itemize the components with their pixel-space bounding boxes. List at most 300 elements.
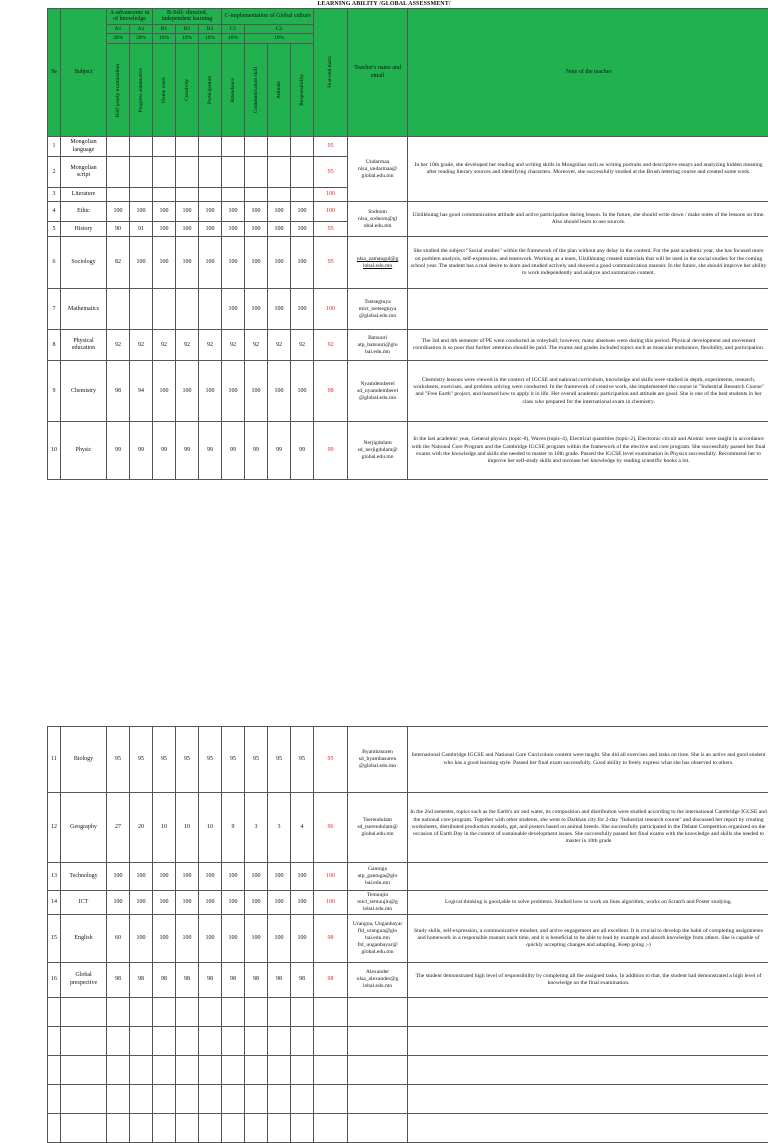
empty-cell [348,1055,408,1084]
code-b3: B3 [199,24,222,34]
empty-cell [48,1055,61,1084]
score-cell: 92 [153,330,176,361]
subject-name: Technology [61,863,107,891]
score-cell: 27 [107,793,130,863]
table-row [48,793,768,863]
score-cell: 100 [199,237,222,289]
score-cell: 98 [245,962,268,997]
subject-name: Mongolian language [61,137,107,157]
empty-cell [348,1026,408,1055]
score-cell [268,137,291,157]
score-cell: 100 [222,289,245,330]
teacher-contact: Tserendulam sd_tserendulam@ global.edu.mn [348,793,408,863]
score-cell: 98 [291,962,314,997]
teacher-contact: Nerjigdulam sd_nerjigdulam@ global.edu.mn [348,422,408,480]
score-cell: 100 [130,202,153,222]
criteria-header-label: Half yearly examination [115,64,122,117]
criteria-header-label: Responsibility [299,74,306,106]
empty-cell [199,1113,222,1142]
empty-cell [153,1113,176,1142]
score-cell: 100 [245,891,268,915]
score-cell: 100 [176,222,199,237]
empty-cell [130,1084,153,1113]
row-number: 5 [48,222,61,237]
score-cell: 98 [153,962,176,997]
score-cell: 100 [153,202,176,222]
score-cell: 100 [176,863,199,891]
score-cell: 100 [222,237,245,289]
weight-a1: 30% [107,34,130,44]
year-end-mark: 98 [314,361,348,422]
score-cell: 95 [153,727,176,793]
score-cell: 100 [130,863,153,891]
criteria-header-wrap [270,45,288,135]
empty-cell [245,1113,268,1142]
empty-cell [107,1113,130,1142]
year-end-mark: 95 [314,222,348,237]
criteria-header [199,44,222,137]
empty-cell [61,1113,107,1142]
empty-cell [107,997,130,1026]
year-end-mark: 100 [314,202,348,222]
empty-cell [48,1113,61,1142]
score-cell: 95 [222,727,245,793]
empty-cell [153,1055,176,1084]
teacher-contact: Batsuuri atp_batsuuri@glo bal.edu.mn [348,330,408,361]
header-no: № [48,9,61,137]
row-number: 10 [48,422,61,480]
empty-cell [291,1055,314,1084]
subject-name: Geography [61,793,107,863]
score-cell: 100 [222,863,245,891]
score-cell: 100 [176,891,199,915]
empty-cell [314,1113,348,1142]
empty-cell [245,997,268,1026]
score-cell: 100 [199,222,222,237]
score-cell: 100 [291,222,314,237]
score-cell [291,188,314,202]
score-cell [130,289,153,330]
score-cell: 98 [107,361,130,422]
criteria-header-wrap [247,45,265,135]
header-teacher: Teacher's name and email [348,9,408,137]
score-cell: 92 [199,330,222,361]
empty-cell [199,1026,222,1055]
score-cell: 100 [176,361,199,422]
score-cell: 92 [176,330,199,361]
empty-cell [48,1084,61,1113]
table-row [48,962,768,997]
score-cell: 100 [291,289,314,330]
score-cell [176,137,199,157]
empty-row [48,1055,768,1084]
empty-cell [245,1084,268,1113]
year-end-mark: 100 [314,863,348,891]
subject-name: Mathematics [61,289,107,330]
score-cell: 92 [245,330,268,361]
table-row [48,330,768,361]
score-cell: 100 [199,202,222,222]
empty-cell [222,1084,245,1113]
score-cell: 100 [291,202,314,222]
empty-cell [408,1026,768,1055]
score-cell: 100 [268,222,291,237]
empty-cell [291,1026,314,1055]
score-cell: 100 [176,202,199,222]
score-cell [107,188,130,202]
row-number: 7 [48,289,61,330]
code-b1: B1 [153,24,176,34]
score-cell: 99 [107,422,130,480]
criteria-header-wrap [293,45,311,135]
score-cell: 100 [153,914,176,962]
score-cell: 92 [291,330,314,361]
score-cell [245,188,268,202]
table-row [48,727,768,793]
score-cell: 9 [222,793,245,863]
score-cell [107,289,130,330]
score-cell: 100 [222,891,245,915]
teacher-note: Study skills, self-expression, a communicative mindset, and active engagement are all excellent. It is crucial to develop the habit of completing assignments and homework in a responsible manner each time, and it is beneficial to be able to lead by example and absorb knowledge from others. She is capable of quickly accepting changes and adapting. Keep going ;-) [408,914,768,962]
criteria-header-label: Creativity [184,79,191,101]
empty-row [48,1084,768,1113]
header-group-a: A-advanceme nt of knowledge [107,9,153,25]
row-number: 16 [48,962,61,997]
score-cell: 98 [268,962,291,997]
empty-cell [176,1026,199,1055]
criteria-header-label: Communication skill [253,67,260,113]
empty-cell [48,997,61,1026]
score-cell: 100 [107,863,130,891]
score-cell: 100 [222,361,245,422]
weight-b3: 10% [199,34,222,44]
criteria-header [222,44,245,137]
criteria-header [245,44,268,137]
subject-name: Global prespective [61,962,107,997]
score-cell: 100 [176,237,199,289]
score-cell: 95 [107,727,130,793]
weight-c2: 10% [245,34,314,44]
score-cell [222,188,245,202]
empty-cell [222,997,245,1026]
empty-cell [314,997,348,1026]
score-cell: 100 [222,914,245,962]
empty-cell [61,997,107,1026]
subject-name: Biology [61,727,107,793]
teacher-note: The student demonstrated high level of responsibility by completing all the assigned tasks. In addition to that, the student had demonstrated a high level of knowledge on the final examination. [408,962,768,997]
score-cell: 100 [268,361,291,422]
teacher-contact: Byambasuren sd_byambasuren @global.edu.mn [348,727,408,793]
score-cell [245,137,268,157]
score-cell: 100 [153,891,176,915]
empty-cell [268,1084,291,1113]
score-cell: 99 [176,422,199,480]
table-row [48,137,768,157]
criteria-header-label: Progress summative [138,68,145,112]
score-cell [107,137,130,157]
score-cell [153,188,176,202]
empty-cell [107,1084,130,1113]
score-cell: 98 [176,962,199,997]
empty-cell [176,1113,199,1142]
score-cell: 98 [130,962,153,997]
score-cell: 95 [245,727,268,793]
subject-name: Ethic [61,202,107,222]
subject-name: History [61,222,107,237]
criteria-header [268,44,291,137]
empty-cell [245,1055,268,1084]
table-row [48,891,768,915]
score-cell: 100 [291,361,314,422]
score-cell: 100 [153,222,176,237]
criteria-header [153,44,176,137]
subject-name: Physic [61,422,107,480]
score-cell [107,157,130,188]
score-cell: 100 [245,289,268,330]
empty-cell [408,1113,768,1142]
header-group-c: C-implementation of Global culture [222,9,314,25]
score-cell: 90 [107,222,130,237]
score-cell: 99 [222,422,245,480]
empty-cell [348,997,408,1026]
grades-table-part-1 [47,8,768,480]
score-cell: 3 [245,793,268,863]
criteria-header-wrap [155,45,173,135]
teacher-note: Logical thinking is good,able to solve problems. Studied how to work on lines algorithm, works on Scratch and Poster studying. [408,891,768,915]
empty-cell [408,1084,768,1113]
row-number: 2 [48,157,61,188]
score-cell: 100 [153,863,176,891]
row-number: 1 [48,137,61,157]
empty-cell [199,1055,222,1084]
score-cell: 82 [107,237,130,289]
empty-cell [245,1026,268,1055]
table-row [48,863,768,891]
score-cell: 100 [245,237,268,289]
score-cell: 100 [291,237,314,289]
empty-cell [153,1026,176,1055]
year-end-mark: 95 [314,137,348,157]
row-number: 15 [48,914,61,962]
code-a2: A2 [130,24,153,34]
score-cell [199,137,222,157]
teacher-note: In her 10th grade, she developed her reading and writing skills in Mongolian such as writing portraits and descriptive essays and analyzing hidden meaning after reading literary sources and identifying characters. Moreover, she successfully studied at the Brush lettering course and created some work. [408,137,768,202]
table-row [48,237,768,289]
score-cell: 100 [268,863,291,891]
empty-cell [130,1113,153,1142]
empty-row [48,1113,768,1142]
row-number: 8 [48,330,61,361]
criteria-header [291,44,314,137]
empty-cell [107,1055,130,1084]
row-number: 11 [48,727,61,793]
empty-row [48,997,768,1026]
score-cell: 95 [199,727,222,793]
weight-c1: 10% [222,34,245,44]
empty-cell [268,997,291,1026]
weight-b2: 10% [176,34,199,44]
teacher-contact: Sodnom nlsa_sodnom@gl obal.edu.mn [348,202,408,237]
criteria-header [107,44,130,137]
criteria-header-label: Attendance [230,78,237,103]
grades-table-part-2 [47,726,768,1143]
score-cell: 100 [107,891,130,915]
empty-cell [268,1026,291,1055]
empty-cell [153,1084,176,1113]
score-cell: 4 [291,793,314,863]
score-cell: 100 [268,891,291,915]
empty-cell [61,1084,107,1113]
score-cell: 100 [107,202,130,222]
teacher-note: Chemistry lessons were viewed in the context of IGCSE and national curriculum, knowledge and skills were studied in depth, experiments, research, worksheets, exercises, and problem solving were conducted. In the framework of creative work, she implemented the course in "Industrial Research Course" and "Free Earth" project, and learned how to apply it in life. Her overall academic participation and attitude are good. She is one of the best students in her class who prepared for the international exam in chemistry. [408,361,768,422]
teacher-note [408,863,768,891]
score-cell: 100 [199,891,222,915]
empty-row [48,1026,768,1055]
score-cell [176,289,199,330]
score-cell: 99 [130,422,153,480]
score-cell: 10 [176,793,199,863]
empty-cell [314,1026,348,1055]
score-cell [176,157,199,188]
score-cell: 10 [199,793,222,863]
empty-cell [291,1113,314,1142]
score-cell [199,289,222,330]
empty-cell [291,1084,314,1113]
empty-cell [176,1084,199,1113]
empty-cell [314,1084,348,1113]
empty-cell [408,997,768,1026]
score-cell: 91 [130,222,153,237]
score-cell: 100 [153,237,176,289]
header-subject: Subject [61,9,107,137]
teacher-contact: Undarmaa nlsa_undarmaa@ global.edu.mn [348,137,408,202]
subject-name: English [61,914,107,962]
score-cell [268,188,291,202]
score-cell [245,157,268,188]
score-cell: 100 [130,891,153,915]
score-cell: 100 [291,863,314,891]
score-cell [268,157,291,188]
score-cell: 10 [153,793,176,863]
table-row [48,914,768,962]
table-row [48,202,768,222]
year-end-mark: 99 [314,422,348,480]
year-end-mark: 100 [314,891,348,915]
score-cell: 95 [130,727,153,793]
empty-cell [176,997,199,1026]
year-end-mark: 100 [314,188,348,202]
criteria-header-wrap [224,45,242,135]
score-cell: 3 [268,793,291,863]
score-cell: 100 [199,361,222,422]
score-cell: 92 [107,330,130,361]
empty-cell [348,1113,408,1142]
score-cell: 92 [222,330,245,361]
page-title: LEARNING ABILITY /GLOBAL ASSESSMENT/ [0,1,768,7]
score-cell: 100 [130,237,153,289]
empty-cell [153,997,176,1026]
score-cell: 100 [153,361,176,422]
row-number: 9 [48,361,61,422]
score-cell: 100 [245,202,268,222]
criteria-header-label: Participation [207,76,214,104]
score-cell: 100 [268,289,291,330]
row-number: 4 [48,202,61,222]
empty-cell [48,1026,61,1055]
score-cell: 99 [199,422,222,480]
empty-cell [268,1055,291,1084]
teacher-note: In the 2nd semester, topics such as the Earth's air and water, its composition and distribution were studied according to the international Cambridge IGCSE and the national core program. Together with other students, she went to Darkhan city for 2-day "Industrial research course" and discussed her report by creating worksheets, distributed production models, ppt, and posters based on animal breeds. She successfully participated in the Debate Competition organized on the occasion of Earth Day in the context of sustainable development issues. She successfully passed her final exams with the knowledge and skills she needed to master in 10th grade [408,793,768,863]
teacher-note [408,289,768,330]
code-c2: C2 [245,24,314,34]
table-row [48,361,768,422]
teacher-note: Ulziikhutag has good communication attitude and active participation during lesson. In the future, she should write down / make notes of the lessons on time. Also should learn to use sources. [408,202,768,237]
score-cell [291,157,314,188]
score-cell [130,188,153,202]
teacher-note: International Cambridge IGCSE and National Core Curriculum content were taught. She did all exercises and tasks on time. She is an active and good student who has a good learning style. Passed her final exam successfully. Good ability to freely express what she has observed to others. [408,727,768,793]
score-cell: 100 [222,202,245,222]
year-end-mark: 98 [314,962,348,997]
table-row [48,289,768,330]
score-cell: 98 [199,962,222,997]
empty-cell [222,1055,245,1084]
teacher-contact: Alexander nlsa_alexander@g lobal.edu.mn [348,962,408,997]
score-cell: 95 [291,727,314,793]
score-cell: 100 [291,914,314,962]
score-cell: 100 [130,914,153,962]
score-cell [153,289,176,330]
criteria-header-label: Attitude [276,81,283,99]
score-cell: 99 [268,422,291,480]
teacher-contact: nlsa_zamangul@g lobal.edu.mn [348,237,408,289]
score-cell [130,137,153,157]
subject-name: Mongolian script [61,157,107,188]
empty-cell [130,1055,153,1084]
criteria-header-label: Home work [161,77,168,103]
score-cell [222,137,245,157]
score-cell: 100 [245,222,268,237]
table-row [48,422,768,480]
score-cell: 100 [268,914,291,962]
score-cell: 100 [268,237,291,289]
empty-cell [222,1026,245,1055]
score-cell [199,188,222,202]
teacher-contact: Nyamdemberel sd_nyamdemberel @global.edu.mn [348,361,408,422]
year-end-mark: 96 [314,793,348,863]
score-cell [176,188,199,202]
criteria-header [130,44,153,137]
criteria-header-wrap [109,45,127,135]
criteria-header-wrap [132,45,150,135]
score-cell: 100 [222,222,245,237]
row-number: 3 [48,188,61,202]
row-number: 14 [48,891,61,915]
teacher-contact: Urangoa, Uuganbayar fld_urangua@glo bal.edu.mn fld_uuganbayar@ global.edu.mn [348,914,408,962]
score-cell: 98 [107,962,130,997]
empty-cell [61,1055,107,1084]
score-cell: 100 [291,891,314,915]
empty-cell [199,1084,222,1113]
code-a1: A1 [107,24,130,34]
score-cell [291,137,314,157]
weight-a2: 20% [130,34,153,44]
empty-cell [408,1055,768,1084]
subject-name: Chemistry [61,361,107,422]
score-cell: 94 [130,361,153,422]
score-cell: 98 [222,962,245,997]
teacher-contact: Gantuga atp_gantuga@glo bal.edu.mn [348,863,408,891]
header-group-b: B-Self- directed, independent learning [153,9,222,25]
